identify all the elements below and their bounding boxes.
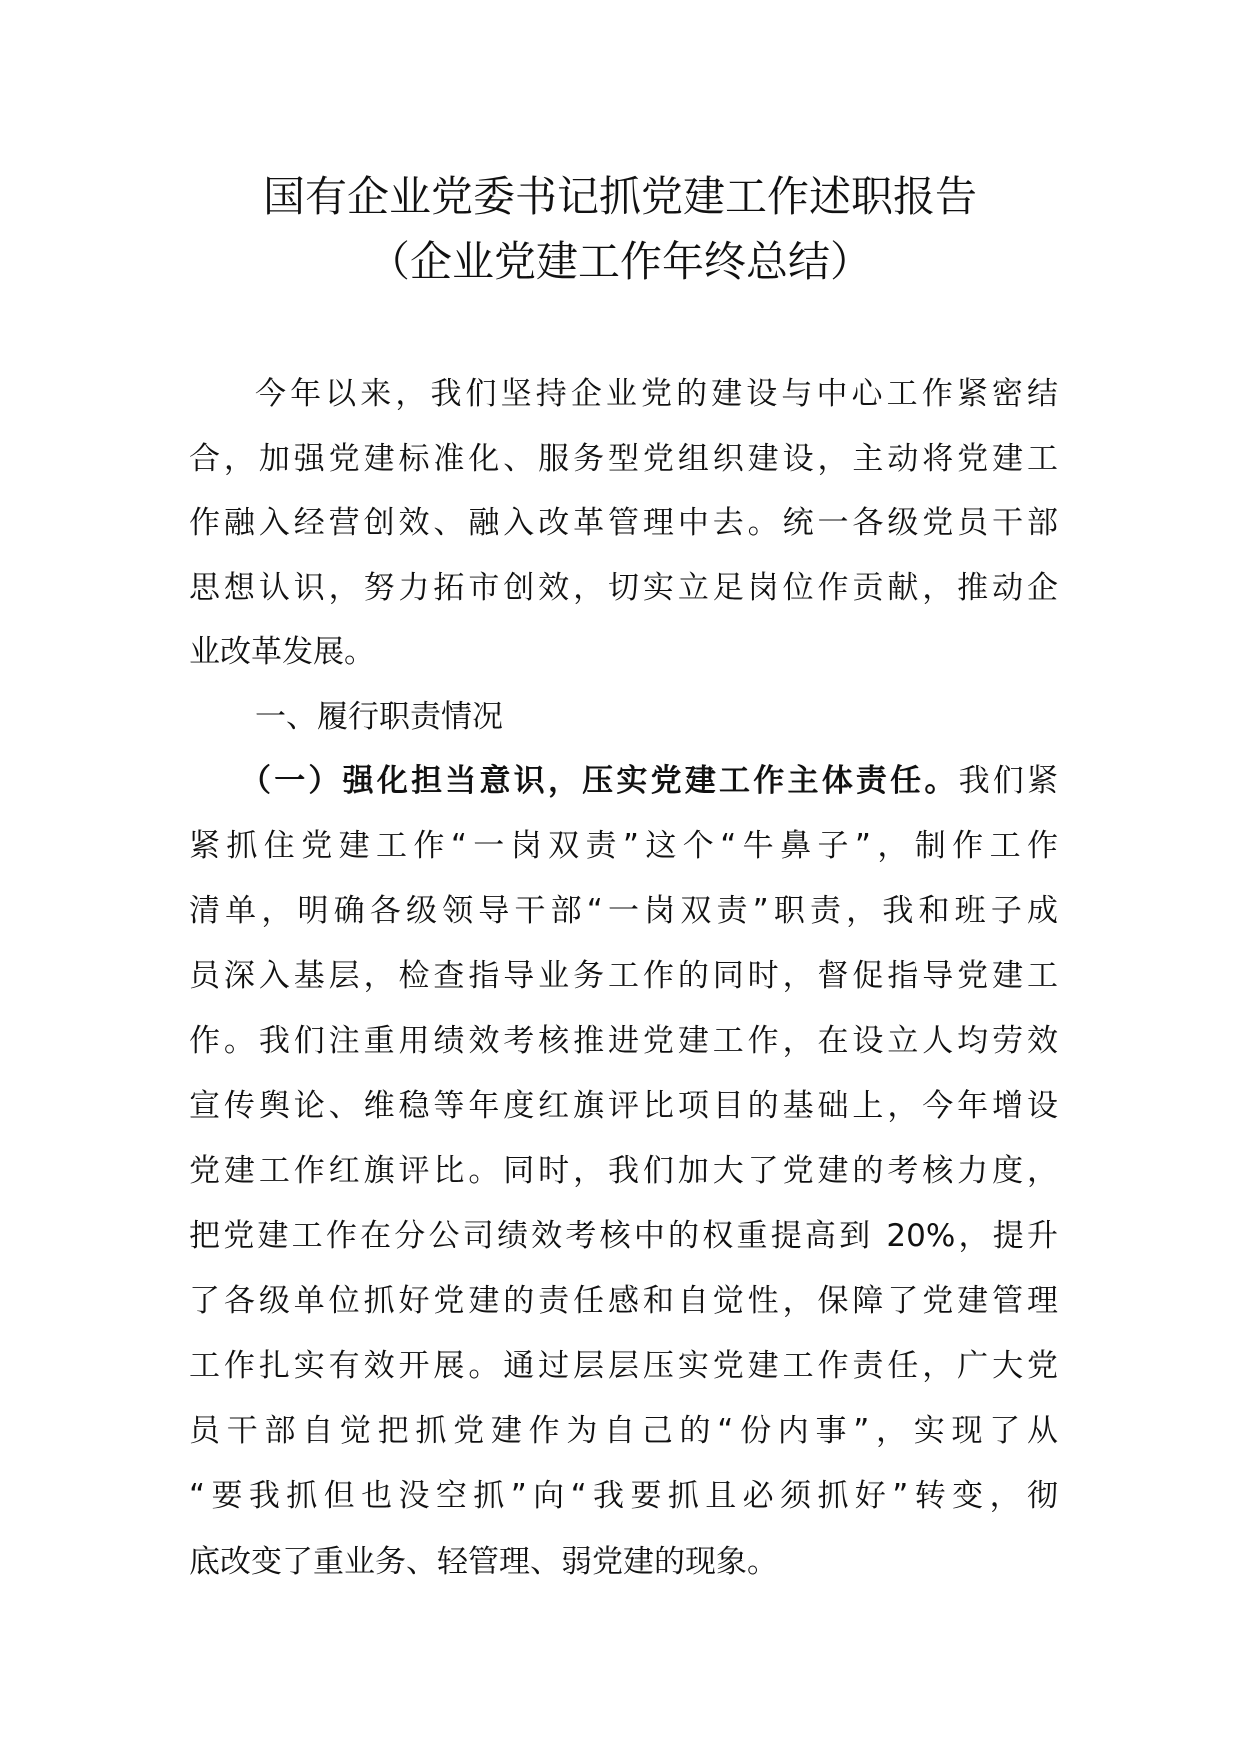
- paragraph-line: 员干部自觉把抓党建作为自己的“份内事”，实现了从: [189, 1413, 1058, 1449]
- paragraph-line: 党建工作红旗评比。同时，我们加大了党建的考核力度，: [189, 1153, 1058, 1189]
- paragraph-line: 紧抓住党建工作“一岗双责”这个“牛鼻子”，制作工作: [189, 828, 1058, 864]
- paragraph-line: 清单，明确各级领导干部“一岗双责”职责，我和班子成: [189, 893, 1058, 929]
- paragraph-line: 合，加强党建标准化、服务型党组织建设，主动将党建工: [189, 441, 1058, 477]
- paragraph-line: 把党建工作在分公司绩效考核中的权重提高到 20%，提升: [189, 1218, 1058, 1254]
- paragraph-line: 工作扎实有效开展。通过层层压实党建工作责任，广大党: [189, 1348, 1058, 1384]
- subsection-heading-line: [240, 761, 1058, 801]
- paragraph-line: 作。我们注重用绩效考核推进党建工作，在设立人均劳效: [189, 1023, 1058, 1059]
- paragraph-line: 宣传舆论、维稳等年度红旗评比项目的基础上，今年增设: [189, 1088, 1058, 1124]
- paragraph-line: 今年以来，我们坚持企业党的建设与中心工作紧密结: [255, 376, 1058, 412]
- paragraph-text: 我们紧: [958, 763, 1059, 799]
- document-subtitle: （企业党建工作年终总结）: [367, 237, 872, 286]
- document-title: 国有企业党委书记抓党建工作述职报告: [262, 172, 977, 221]
- paragraph-line: 底改变了重业务、轻管理、弱党建的现象。: [189, 1544, 778, 1580]
- paragraph-line: 作融入经营创效、融入改革管理中去。统一各级党员干部: [189, 505, 1058, 541]
- paragraph-line: 业改革发展。: [189, 634, 375, 670]
- paragraph-line: “要我抓但也没空抓”向“我要抓且必须抓好”转变，彻: [189, 1478, 1058, 1514]
- section-heading: 一、履行职责情况: [255, 699, 503, 735]
- paragraph-line: 员深入基层，检查指导业务工作的同时，督促指导党建工: [189, 958, 1058, 994]
- paragraph-line: 了各级单位抓好党建的责任感和自觉性，保障了党建管理: [189, 1283, 1058, 1319]
- subsection-heading: （一）强化担当意识，压实党建工作主体责任。: [240, 763, 959, 799]
- paragraph-line: 思想认识，努力拓市创效，切实立足岗位作贡献，推动企: [189, 570, 1058, 606]
